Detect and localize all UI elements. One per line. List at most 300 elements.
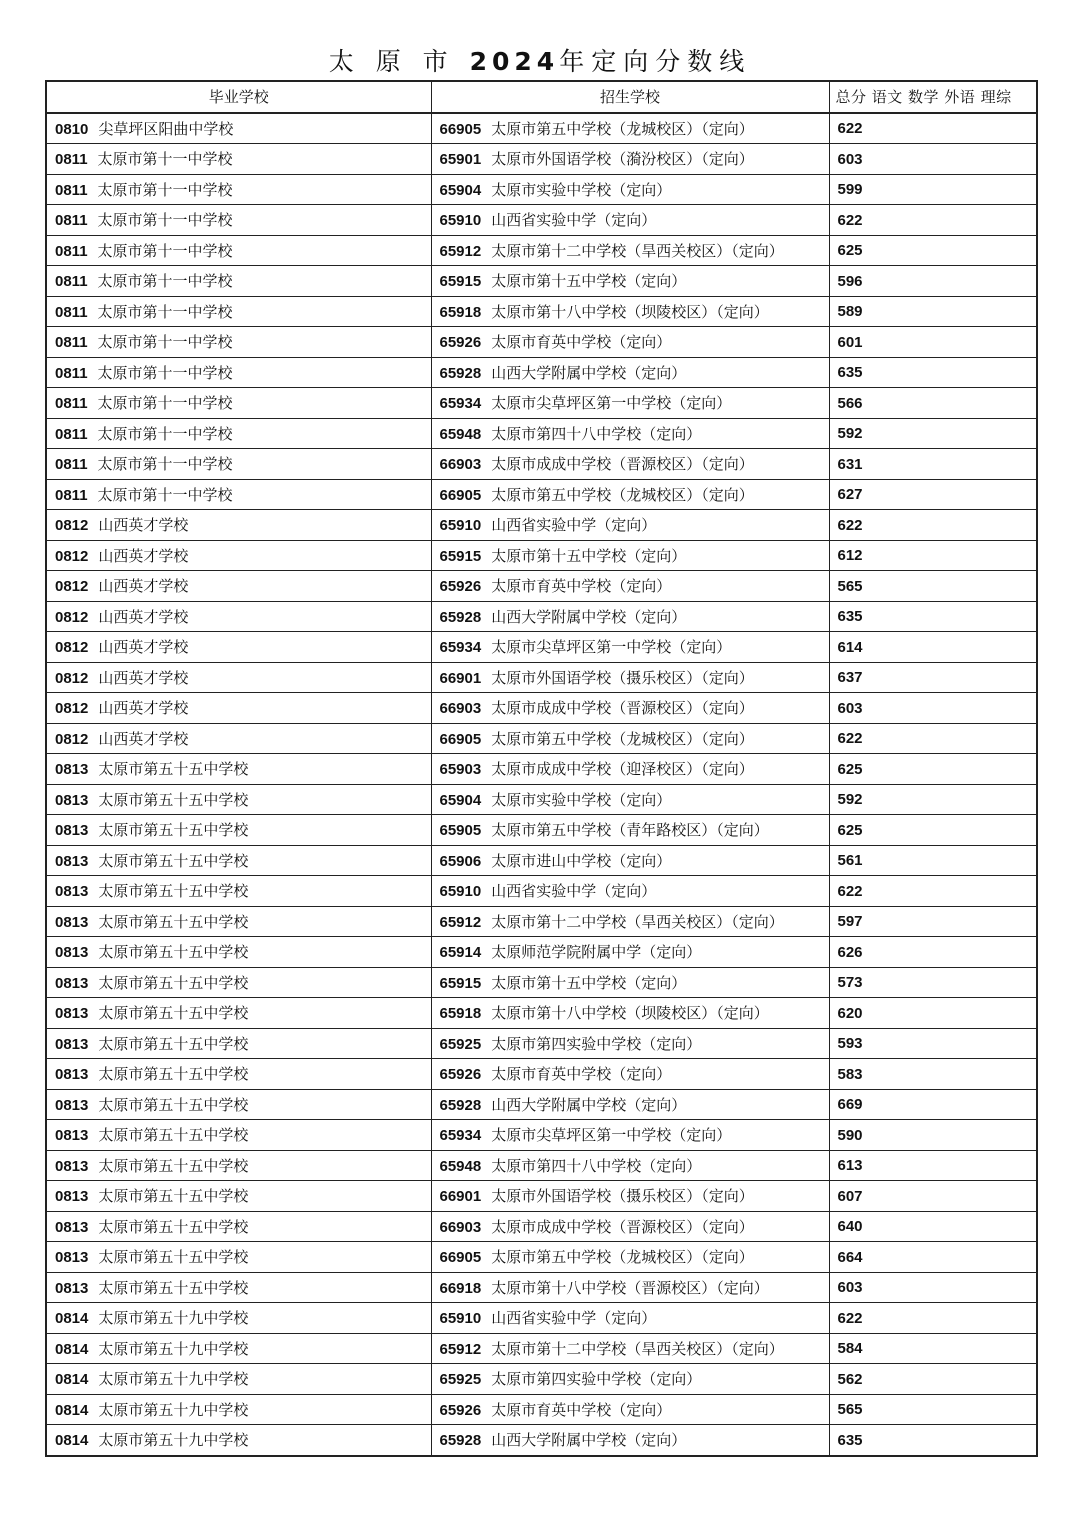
grad-school-code: 0813: [55, 883, 89, 901]
grad-school-cell: [46, 327, 431, 358]
table-row: [46, 1089, 1037, 1120]
grad-school-cell: [46, 1181, 431, 1212]
admit-school-code: 65925: [439, 1035, 482, 1053]
table-header-row: [46, 81, 1037, 113]
grad-school-code: 0811: [55, 303, 88, 321]
admit-school-name: 太原市第五中学校（龙城校区）（定向）: [491, 1248, 754, 1267]
table-row: [46, 754, 1037, 785]
score-cell: [829, 937, 1037, 968]
admit-school-cell: [431, 205, 829, 236]
score-cell: [829, 662, 1037, 693]
grad-school-cell: [46, 967, 431, 998]
score-cell: [829, 1181, 1037, 1212]
total-score: 627: [837, 486, 863, 504]
total-score: 573: [837, 974, 863, 992]
table-row: [46, 662, 1037, 693]
grad-school-cell: [46, 815, 431, 846]
admit-school-name: 太原市第十五中学校（定向）: [491, 272, 687, 291]
admit-school-code: 65904: [439, 181, 482, 199]
admit-school-cell: [431, 174, 829, 205]
header-admit-school: 招生学校: [431, 81, 829, 113]
grad-school-name: 太原市第十一中学校: [97, 211, 233, 230]
score-cell: [829, 723, 1037, 754]
grad-school-cell: [46, 1272, 431, 1303]
total-score: 565: [837, 1401, 863, 1419]
grad-school-name: 太原市第五十九中学校: [98, 1339, 249, 1358]
grad-school-code: 0811: [55, 364, 88, 382]
admit-school-cell: [431, 906, 829, 937]
grad-school-name: 太原市第五十五中学校: [98, 851, 249, 870]
grad-school-code: 0813: [55, 1188, 89, 1206]
grad-school-cell: [46, 449, 431, 480]
score-cell: [829, 327, 1037, 358]
score-cell: [829, 571, 1037, 602]
table-row: [46, 1303, 1037, 1334]
score-cell: [829, 815, 1037, 846]
admit-school-name: 太原市第五中学校（龙城校区）（定向）: [491, 485, 754, 504]
total-score: 625: [837, 760, 863, 778]
score-cell: [829, 1364, 1037, 1395]
score-cell: [829, 1059, 1037, 1090]
admit-school-name: 太原市第五中学校（龙城校区）（定向）: [491, 119, 754, 138]
admit-school-name: 太原市外国语学校（摄乐校区）（定向）: [491, 1187, 754, 1206]
total-score: 589: [837, 303, 863, 321]
grad-school-name: 太原市第五十五中学校: [98, 1126, 249, 1145]
grad-school-name: 太原市第五十五中学校: [98, 1004, 249, 1023]
admit-school-name: 太原市第五中学校（青年路校区）（定向）: [491, 821, 769, 840]
header-scores: 总分 语文 数学 外语 理综: [829, 81, 1037, 113]
admit-school-code: 66901: [439, 669, 482, 687]
admit-school-code: 66905: [439, 1249, 482, 1267]
admit-school-name: 太原市成成中学校（晋源校区）（定向）: [491, 1217, 754, 1236]
grad-school-name: 太原市第五十五中学校: [98, 1156, 249, 1175]
table-row: [46, 1181, 1037, 1212]
admit-school-cell: [431, 479, 829, 510]
admit-school-name: 山西大学附属中学校（定向）: [491, 363, 687, 382]
grad-school-code: 0811: [55, 151, 88, 169]
admit-school-cell: [431, 144, 829, 175]
admit-school-name: 太原市第四实验中学校（定向）: [491, 1034, 702, 1053]
total-score: 607: [837, 1187, 863, 1205]
admit-school-name: 太原市第十八中学校（晋源校区）（定向）: [491, 1278, 769, 1297]
grad-school-name: 山西英才学校: [98, 638, 189, 657]
table-row: [46, 113, 1037, 144]
admit-school-code: 65910: [439, 517, 482, 535]
score-cell: [829, 906, 1037, 937]
score-cell: [829, 1028, 1037, 1059]
admit-school-cell: [431, 1272, 829, 1303]
admit-school-name: 太原市外国语学校（漪汾校区）（定向）: [491, 150, 754, 169]
grad-school-cell: [46, 144, 431, 175]
admit-school-name: 太原市进山中学校（定向）: [491, 851, 672, 870]
admit-school-code: 65928: [439, 608, 482, 626]
grad-school-code: 0811: [55, 425, 88, 443]
grad-school-cell: [46, 1364, 431, 1395]
total-score: 622: [837, 730, 863, 748]
score-cell: [829, 266, 1037, 297]
table-row: [46, 235, 1037, 266]
admit-school-cell: [431, 1089, 829, 1120]
admit-school-code: 65914: [439, 944, 482, 962]
grad-school-code: 0813: [55, 791, 89, 809]
total-score: 596: [837, 272, 863, 290]
score-cell: [829, 1089, 1037, 1120]
admit-school-name: 太原市实验中学校（定向）: [491, 790, 672, 809]
total-score: 562: [837, 1370, 863, 1388]
admit-school-cell: [431, 388, 829, 419]
score-cell: [829, 296, 1037, 327]
grad-school-cell: [46, 235, 431, 266]
admit-school-cell: [431, 876, 829, 907]
table-row: [46, 1120, 1037, 1151]
admit-school-name: 太原市尖草坪区第一中学校（定向）: [491, 394, 732, 413]
admit-school-name: 太原市尖草坪区第一中学校（定向）: [491, 638, 732, 657]
admit-school-code: 65910: [439, 883, 482, 901]
score-cell: [829, 479, 1037, 510]
admit-school-code: 65928: [439, 1096, 482, 1114]
grad-school-name: 太原市第十一中学校: [97, 180, 233, 199]
grad-school-cell: [46, 357, 431, 388]
total-score: 565: [837, 577, 863, 595]
grad-school-name: 太原市第十一中学校: [97, 363, 233, 382]
admit-school-name: 太原市尖草坪区第一中学校（定向）: [491, 1126, 732, 1145]
admit-school-cell: [431, 1059, 829, 1090]
admit-school-name: 太原市第十二中学校（旱西关校区）（定向）: [491, 912, 784, 931]
table-row: [46, 1272, 1037, 1303]
admit-school-cell: [431, 357, 829, 388]
total-score: 631: [837, 455, 863, 473]
admit-school-code: 65910: [439, 212, 482, 230]
total-score: 620: [837, 1004, 863, 1022]
table-body: [46, 113, 1037, 1456]
grad-school-cell: [46, 266, 431, 297]
admit-school-code: 65934: [439, 639, 482, 657]
grad-school-name: 太原市第十一中学校: [97, 272, 233, 291]
total-score: 599: [837, 181, 863, 199]
title-year: 2024: [469, 47, 560, 76]
admit-school-cell: [431, 601, 829, 632]
admit-school-cell: [431, 418, 829, 449]
grad-school-cell: [46, 571, 431, 602]
grad-school-cell: [46, 662, 431, 693]
grad-school-name: 太原市第五十五中学校: [98, 1187, 249, 1206]
admit-school-name: 太原市第十二中学校（旱西关校区）（定向）: [491, 1339, 784, 1358]
grad-school-name: 太原市第五十五中学校: [98, 1095, 249, 1114]
grad-school-name: 太原市第十一中学校: [97, 150, 233, 169]
grad-school-name: 太原市第十一中学校: [97, 333, 233, 352]
admit-school-cell: [431, 1028, 829, 1059]
admit-school-name: 太原师范学院附属中学（定向）: [491, 943, 702, 962]
total-score: 612: [837, 547, 863, 565]
grad-school-code: 0811: [55, 334, 88, 352]
score-cell: [829, 876, 1037, 907]
admit-school-cell: [431, 1394, 829, 1425]
total-score: 584: [837, 1340, 863, 1358]
score-cell: [829, 510, 1037, 541]
score-cell: [829, 1150, 1037, 1181]
admit-school-cell: [431, 662, 829, 693]
grad-school-cell: [46, 876, 431, 907]
grad-school-code: 0812: [55, 639, 89, 657]
grad-school-cell: [46, 540, 431, 571]
admit-school-code: 66905: [439, 730, 482, 748]
grad-school-name: 太原市第五十五中学校: [98, 790, 249, 809]
total-score: 603: [837, 699, 863, 717]
table-row: [46, 449, 1037, 480]
total-score: 669: [837, 1096, 863, 1114]
grad-school-code: 0811: [55, 456, 88, 474]
table-row: [46, 1211, 1037, 1242]
total-score: 637: [837, 669, 863, 687]
table-row: [46, 815, 1037, 846]
admit-school-name: 太原市成成中学校（晋源校区）（定向）: [491, 455, 754, 474]
admit-school-code: 66903: [439, 1218, 482, 1236]
grad-school-name: 太原市第五十五中学校: [98, 1034, 249, 1053]
table-row: [46, 357, 1037, 388]
score-cell: [829, 967, 1037, 998]
table-row: [46, 1364, 1037, 1395]
grad-school-name: 山西英才学校: [98, 577, 189, 596]
admit-school-cell: [431, 845, 829, 876]
total-score: 622: [837, 516, 863, 534]
table-row: [46, 876, 1037, 907]
table-row: [46, 1150, 1037, 1181]
grad-school-code: 0813: [55, 1157, 89, 1175]
admit-school-code: 65926: [439, 578, 482, 596]
admit-school-name: 山西大学附属中学校（定向）: [491, 1431, 687, 1450]
grad-school-name: 太原市第五十五中学校: [98, 912, 249, 931]
grad-school-code: 0813: [55, 1249, 89, 1267]
grad-school-code: 0813: [55, 761, 89, 779]
score-cell: [829, 1211, 1037, 1242]
total-score: 614: [837, 638, 863, 656]
grad-school-name: 太原市第五十五中学校: [98, 1278, 249, 1297]
table-row: [46, 906, 1037, 937]
grad-school-code: 0811: [55, 181, 88, 199]
admit-school-cell: [431, 571, 829, 602]
grad-school-code: 0813: [55, 913, 89, 931]
table-row: [46, 510, 1037, 541]
grad-school-code: 0811: [55, 273, 88, 291]
grad-school-name: 太原市第五十五中学校: [98, 1065, 249, 1084]
table-row: [46, 144, 1037, 175]
grad-school-name: 太原市第五十九中学校: [98, 1370, 249, 1389]
grad-school-cell: [46, 1120, 431, 1151]
grad-school-cell: [46, 601, 431, 632]
table-row: [46, 784, 1037, 815]
score-cell: [829, 601, 1037, 632]
admit-school-code: 66901: [439, 1188, 482, 1206]
grad-school-code: 0813: [55, 1005, 89, 1023]
score-cell: [829, 174, 1037, 205]
admit-school-name: 太原市第十五中学校（定向）: [491, 973, 687, 992]
score-table: [45, 80, 1038, 1457]
grad-school-code: 0814: [55, 1371, 89, 1389]
admit-school-code: 65918: [439, 303, 482, 321]
admit-school-code: 65903: [439, 761, 482, 779]
grad-school-code: 0813: [55, 822, 89, 840]
score-cell: [829, 1303, 1037, 1334]
admit-school-cell: [431, 113, 829, 144]
grad-school-code: 0812: [55, 608, 89, 626]
admit-school-cell: [431, 998, 829, 1029]
header-grad-school: 毕业学校: [46, 81, 431, 113]
total-score: 635: [837, 364, 863, 382]
admit-school-code: 66903: [439, 456, 482, 474]
admit-school-cell: [431, 937, 829, 968]
grad-school-code: 0811: [55, 242, 88, 260]
grad-school-cell: [46, 1242, 431, 1273]
admit-school-cell: [431, 1364, 829, 1395]
grad-school-code: 0813: [55, 1035, 89, 1053]
admit-school-name: 太原市第十二中学校（旱西关校区）（定向）: [491, 241, 784, 260]
admit-school-cell: [431, 693, 829, 724]
grad-school-name: 太原市第五十九中学校: [98, 1431, 249, 1450]
grad-school-name: 太原市第五十九中学校: [98, 1400, 249, 1419]
table-row: [46, 601, 1037, 632]
table-row: [46, 205, 1037, 236]
grad-school-name: 山西英才学校: [98, 729, 189, 748]
total-score: 625: [837, 242, 863, 260]
grad-school-name: 山西英才学校: [98, 699, 189, 718]
grad-school-name: 太原市第十一中学校: [97, 485, 233, 504]
grad-school-cell: [46, 906, 431, 937]
grad-school-cell: [46, 845, 431, 876]
admit-school-name: 太原市成成中学校（晋源校区）（定向）: [491, 699, 754, 718]
admit-school-name: 太原市第四十八中学校（定向）: [491, 1156, 702, 1175]
grad-school-code: 0812: [55, 730, 89, 748]
grad-school-code: 0812: [55, 578, 89, 596]
table-row: [46, 1059, 1037, 1090]
admit-school-name: 太原市第十五中学校（定向）: [491, 546, 687, 565]
table-row: [46, 723, 1037, 754]
table-row: [46, 418, 1037, 449]
table-row: [46, 1333, 1037, 1364]
admit-school-name: 山西大学附属中学校（定向）: [491, 1095, 687, 1114]
score-cell: [829, 784, 1037, 815]
grad-school-name: 太原市第十一中学校: [97, 241, 233, 260]
total-score: 601: [837, 333, 863, 351]
admit-school-name: 太原市育英中学校（定向）: [491, 333, 672, 352]
total-score: 622: [837, 211, 863, 229]
admit-school-name: 太原市第十八中学校（坝陵校区）（定向）: [491, 302, 769, 321]
admit-school-cell: [431, 540, 829, 571]
admit-school-code: 65926: [439, 1401, 482, 1419]
grad-school-code: 0813: [55, 974, 89, 992]
table-row: [46, 540, 1037, 571]
grad-school-cell: [46, 174, 431, 205]
table-row: [46, 693, 1037, 724]
admit-school-code: 65904: [439, 791, 482, 809]
total-score: 597: [837, 913, 863, 931]
total-score: 635: [837, 608, 863, 626]
admit-school-cell: [431, 815, 829, 846]
table-row: [46, 327, 1037, 358]
grad-school-code: 0813: [55, 852, 89, 870]
admit-school-cell: [431, 1120, 829, 1151]
grad-school-cell: [46, 113, 431, 144]
admit-school-cell: [431, 1150, 829, 1181]
admit-school-cell: [431, 235, 829, 266]
grad-school-cell: [46, 1089, 431, 1120]
admit-school-cell: [431, 296, 829, 327]
grad-school-cell: [46, 723, 431, 754]
grad-school-name: 尖草坪区阳曲中学校: [98, 119, 234, 138]
grad-school-cell: [46, 693, 431, 724]
admit-school-cell: [431, 784, 829, 815]
admit-school-name: 太原市外国语学校（摄乐校区）（定向）: [491, 668, 754, 687]
score-cell: [829, 1394, 1037, 1425]
grad-school-code: 0811: [55, 486, 88, 504]
total-score: 603: [837, 1279, 863, 1297]
grad-school-code: 0810: [55, 120, 89, 138]
admit-school-cell: [431, 967, 829, 998]
admit-school-code: 65928: [439, 364, 482, 382]
score-cell: [829, 144, 1037, 175]
score-cell: [829, 357, 1037, 388]
admit-school-code: 65915: [439, 547, 482, 565]
admit-school-cell: [431, 1181, 829, 1212]
admit-school-name: 山西省实验中学（定向）: [491, 516, 657, 535]
grad-school-cell: [46, 632, 431, 663]
grad-school-code: 0813: [55, 944, 89, 962]
grad-school-name: 太原市第五十五中学校: [98, 1248, 249, 1267]
total-score: 613: [837, 1157, 863, 1175]
admit-school-code: 66905: [439, 120, 482, 138]
grad-school-cell: [46, 1028, 431, 1059]
grad-school-cell: [46, 1303, 431, 1334]
table-row: [46, 1028, 1037, 1059]
total-score: 590: [837, 1126, 863, 1144]
admit-school-name: 太原市第四实验中学校（定向）: [491, 1370, 702, 1389]
admit-school-name: 太原市实验中学校（定向）: [491, 180, 672, 199]
score-cell: [829, 632, 1037, 663]
table-row: [46, 937, 1037, 968]
table-row: [46, 571, 1037, 602]
admit-school-name: 山西大学附属中学校（定向）: [491, 607, 687, 626]
total-score: 622: [837, 120, 863, 138]
admit-school-code: 65912: [439, 913, 482, 931]
grad-school-cell: [46, 510, 431, 541]
grad-school-code: 0814: [55, 1310, 89, 1328]
score-cell: [829, 388, 1037, 419]
grad-school-cell: [46, 1211, 431, 1242]
total-score: 583: [837, 1065, 863, 1083]
grad-school-name: 太原市第五十九中学校: [98, 1309, 249, 1328]
admit-school-code: 65912: [439, 242, 482, 260]
admit-school-code: 65926: [439, 334, 482, 352]
admit-school-code: 65925: [439, 1371, 482, 1389]
grad-school-name: 太原市第五十五中学校: [98, 760, 249, 779]
admit-school-code: 65934: [439, 395, 482, 413]
grad-school-name: 山西英才学校: [98, 668, 189, 687]
admit-school-code: 65948: [439, 425, 482, 443]
grad-school-cell: [46, 1394, 431, 1425]
score-cell: [829, 540, 1037, 571]
grad-school-code: 0811: [55, 395, 88, 413]
grad-school-cell: [46, 1059, 431, 1090]
admit-school-cell: [431, 1303, 829, 1334]
grad-school-cell: [46, 1425, 431, 1456]
grad-school-code: 0814: [55, 1340, 89, 1358]
total-score: 592: [837, 425, 863, 443]
table-row: [46, 388, 1037, 419]
grad-school-cell: [46, 1333, 431, 1364]
admit-school-name: 太原市第十八中学校（坝陵校区）（定向）: [491, 1004, 769, 1023]
admit-school-code: 65948: [439, 1157, 482, 1175]
grad-school-code: 0813: [55, 1096, 89, 1114]
score-cell: [829, 1425, 1037, 1456]
